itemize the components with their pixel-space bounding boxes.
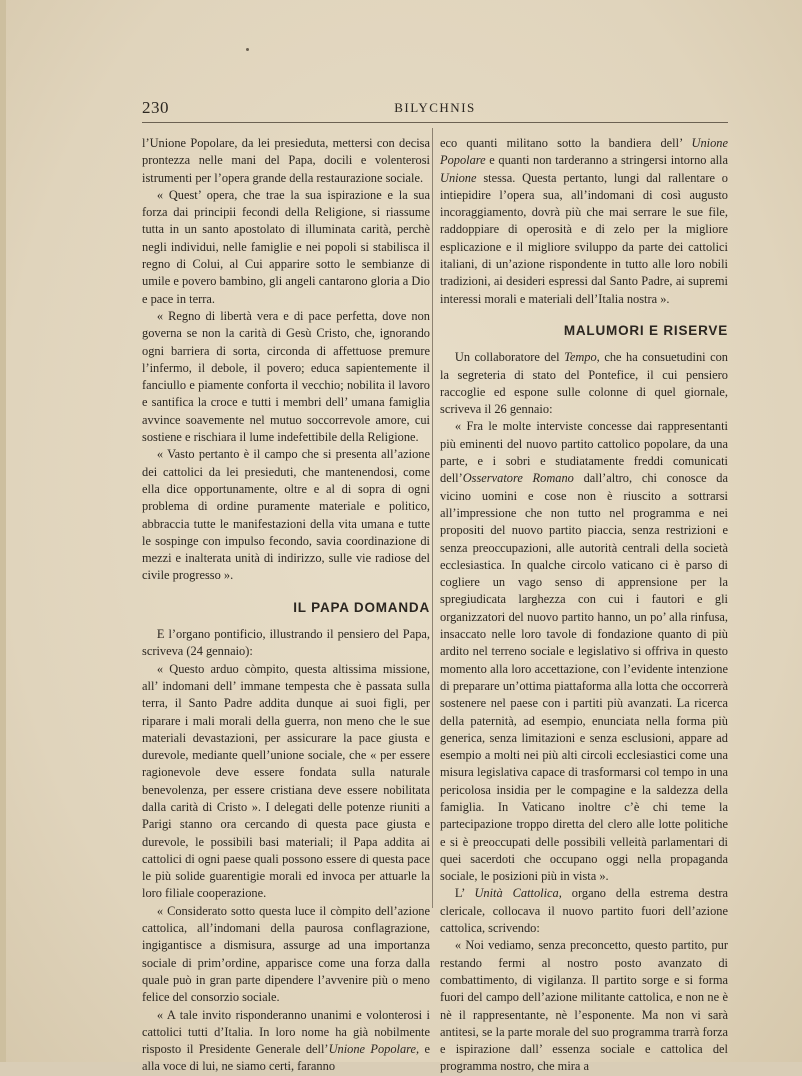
- paragraph: « Questo arduo còmpito, questa altissima missione, all’ indomani dell’ immane tempesta che è passata sulla terra, il Santo Padre addita dunque ai suoi figli, per riparare i mali morali della guerra, non meno che le sue materiali devastazioni, per assicurare la pace giusta e durevole, mediante quell’unione sociale, che « per essere ragionevole deve essere fondata sulla naturale benevolenza, per essere cristiana deve essere nobilitata dalla carità di Cristo ». I delegati delle potenze riuniti a Parigi stanno ora cercando di questa pace giusta e durevole, le possibili basi materiali; il Papa addita ai cattolici di ogni paese quali possono essere di questa pace le più solide guarentigie morali ed invoca per attuarle la loro filiale cooperazione.: [142, 661, 430, 901]
- left-column: [142, 135, 430, 1076]
- paragraph: [440, 135, 728, 308]
- paragraph: « Quest’ opera, che trae la sua ispirazione e la sua forza dai principii fecondi della Religione, si riassume tutta in un santo apostolato di illuminata carità, perchè negli individui, nelle famiglie e nei popoli si stabilisca il regno di Colui, al Cui apparire sotto le sembianze di umile e povero bambino, gli angeli cantarono gloria a Dio e pace in terra.: [142, 187, 430, 306]
- text-run: Un collaboratore del: [454, 350, 565, 365]
- text-run: stessa. Questa pertanto, lungi dal rallentare o intiepidire l’opera sua, all’indomani di così augusto incoraggiamento, dovrà più che mai serrare le sue file, raddoppiare di operosità e di zelo per la migliore esplicazione e il migliore sviluppo da parte dei cattolici italiani, di un’azione rispondente in tutto alle loro nobili tradizioni, ai desideri espressi dal Santo Padre, ai supremi interessi morali e materiali dell’Italia nostra ».: [440, 170, 728, 306]
- italic-run: Unità Cattolica,: [474, 886, 562, 901]
- italic-run: Unione Popolare: [440, 136, 728, 168]
- paragraph: « Regno di libertà vera e di pace perfetta, dove non governa se non la carità di Gesù Cristo, che, ignorando ogni barriera di sorta, circonda di affettuose premure l’infermo, il debole, il povero; educa sapientemente il fanciullo e piamente conforta il vecchio; nobilita il lavoro e santifica la croce e tutti i membri dell’ umana famiglia avvince soavemente nel mutuo soccorrevole amore, cui sostiene e rischiara il lume indefettibile della Religione.: [142, 308, 430, 445]
- italic-run: Osservatore Romano: [462, 471, 574, 486]
- section-heading: IL PAPA DOMANDA: [293, 599, 430, 615]
- paragraph: [142, 1007, 430, 1076]
- italic-run: Unione: [440, 170, 477, 185]
- text-run: L’: [454, 886, 475, 901]
- text-run: eco quanti militano sotto la bandiera dell’: [440, 136, 692, 150]
- text-run: « Fra le molte interviste concesse dai rappresentanti più eminenti del nuovo partito cattolico popolare, da una parte, e i sobri e studiatamente freddi comunicati dell’: [440, 419, 728, 486]
- text-run: e quanti non tarderanno a stringersi intorno alla: [485, 153, 728, 168]
- column-divider: [432, 128, 433, 908]
- text-run: dall’altro, chi conosce da vicino uomini e cose non è riuscito a sottrarsi all’impressione che non tutto nel programma e nei propositi del nuovo partito piaccia, senza restrizioni e senza preoccupazioni, alle autorità centrali della società ecclesiastica. In qualche circolo vaticano ci è parso di cogliere un vago senso di apprensione per la spregiudicata larghezza con cui i fautori e gli organizzatori del nuovo partito hanno, un po’ alla rinfusa, insaccato nelle loro tavole di fondazione quanto di più ardito nel terreno sociale e legislativo si offriva in questo momento alla loro accettazione, con l’evidente intenzione di preparare un’ottima piattaforma alla lotta che occorrerà sostenere nel paese con i partiti più avanzati. La ricerca della paternità, ad esempio, enunciata nella forma più generica, senza limitazioni e senza esclusioni, appare ad esempio a molti nei più alti circoli ecclesiastici come una misura legislativa capace di trasformarsi col tempo in una pericolosa insidia per le compagine e la saldezza della famiglia. In Vaticano inoltre c’è chi teme la partecipazione troppo diretta del clero alle lotte politiche e si è preoccupati delle possibili velleità parlamentari di quei sacerdoti che occupano oggi nella propaganda sociale, le posizioni più in vista ».: [440, 471, 728, 884]
- text-run: che ha consuetudini con la segreteria di stato del Pontefice, il cui pensiero raccoglie ed espone sulle colonne di quel giornale, scriveva il 26 gennaio:: [440, 350, 728, 417]
- page-number: 230: [142, 98, 169, 117]
- paragraph: « Considerato sotto questa luce il còmpito dell’azione cattolica, all’indomani della paurosa conflagrazione, ingigantisce a dismisura, assurge ad una importanza sociale di prim’ordine, apparisce come una forza dalla quale può in gran parte dipendere l’avvenire più o meno felice del consorzio sociale.: [142, 903, 430, 1005]
- paragraph: [440, 885, 728, 937]
- right-column: [440, 135, 728, 1076]
- paragraph: [440, 418, 728, 885]
- text-run: « A tale invito risponderanno unanimi e volonterosi i cattolici tutti d’Italia. In loro nome ha già nobilmente risposto il Presidente Generale dell’: [142, 1007, 430, 1057]
- paragraph: l’Unione Popolare, da lei presieduta, mettersi con decisa prontezza nelle mani del Papa, docili e volenterosi istrumenti per l’opera grande della restaurazione sociale.: [142, 136, 430, 185]
- section-heading: MALUMORI E RISERVE: [563, 322, 728, 338]
- paragraph: [440, 349, 728, 418]
- header-rule: [142, 122, 728, 123]
- paragraph: E l’organo pontificio, illustrando il pensiero del Papa, scriveva (24 gennaio):: [142, 627, 430, 659]
- ink-speck: [246, 48, 249, 51]
- text-run: e alla voce di lui, ne siamo certi, faranno: [142, 1042, 430, 1074]
- page-header: [142, 98, 728, 120]
- text-run: organo della estrema destra clericale, collocava il nuovo partito fuori dell’azione cattolica, scrivendo:: [440, 886, 729, 936]
- paragraph: « Vasto pertanto è il campo che si presenta all’azione dei cattolici da lei presieduti, che mantenendosi, come ella dice opportunamente, oltre e al di sopra di ogni problema di ordine puramente materiale e politico, abbraccia tutte le manifestazioni della vita umana e tutte le sospinge con impulso fecondo, savia coordinazione di mezzi e inalterata unità di indirizzo, sulle vie radiose del civile progresso ».: [142, 447, 430, 583]
- page-edge: [0, 0, 6, 1062]
- italic-run: Tempo,: [564, 350, 600, 365]
- paragraph: « Noi vediamo, senza preconcetto, questo partito, pur restando fermi al nostro posto avanzato di combattimento, di vigilanza. Il partito sorge e si forma fuori del campo dell’azione militante cattolica, e non ne è nè il rappresentante, nè l’esponente. Ma non vi sarà antitesi, se la parte morale del suo programma trarrà forza e ispirazione dall’ essenza sociale e cattolica del programma nostro, che mira a: [440, 938, 728, 1074]
- running-title: BILYCHNIS: [394, 100, 476, 115]
- italic-run: Unione Popolare,: [328, 1042, 420, 1057]
